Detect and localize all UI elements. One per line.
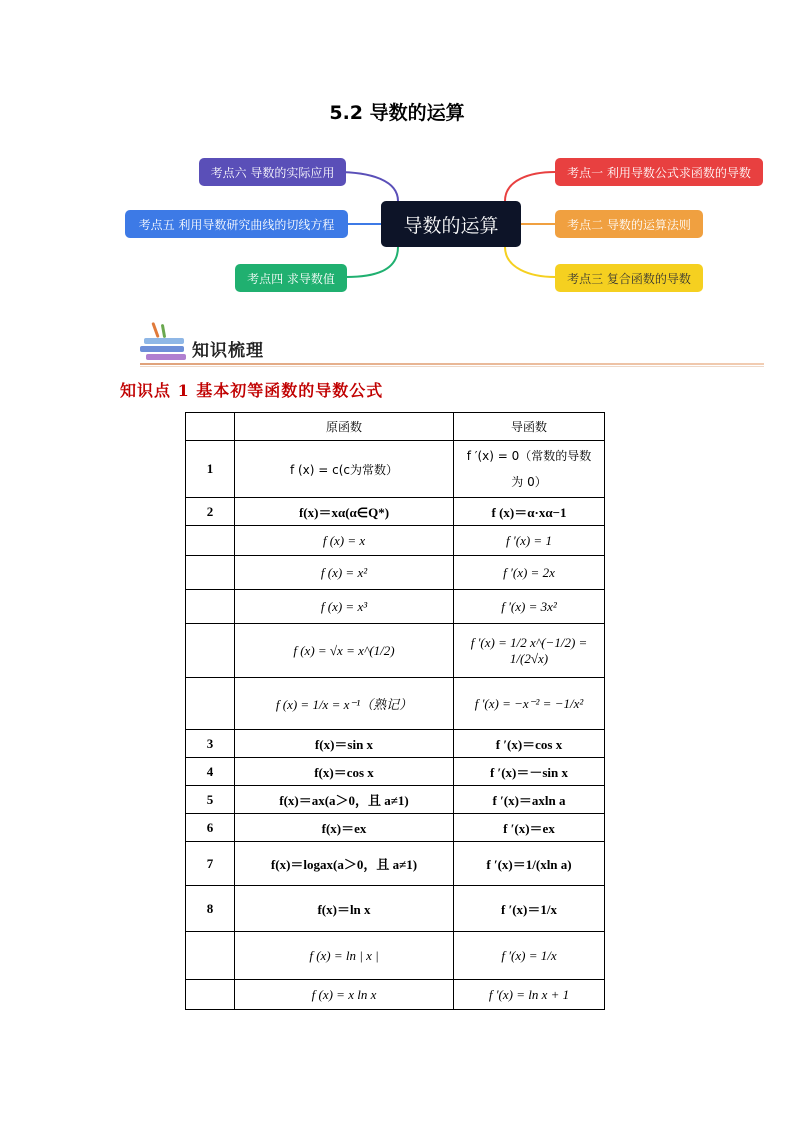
section-header [140,318,280,364]
table-row [186,678,605,730]
table-row [186,498,605,526]
mindmap-node-4: 考点四 求导数值 [235,264,347,292]
derivative-function: f ′(x) = 2x [454,556,605,590]
mindmap-node-2: 考点二 导数的运算法则 [555,210,703,238]
derivative-function: f ′(x)＝axln a [454,786,605,814]
book-icon [144,338,184,344]
original-function: f(x)＝xα(α∈Q*) [235,498,454,526]
section-header-label: 知识梳理 [192,341,264,361]
derivative-function: f ′(x) = 1/2 x^(−1/2) = 1/(2√x) [454,624,605,678]
derivative-function: f ′(x)＝－sin x [454,758,605,786]
table-row [186,786,605,814]
derivative-function: f ′(x) = 0（常数的导数为 0） [454,441,605,498]
derivative-function: f ′(x) = 1/x [454,932,605,980]
table-row [186,932,605,980]
row-number: 2 [186,498,235,526]
table-row [186,842,605,886]
row-number [186,590,235,624]
table-row [186,814,605,842]
row-number: 1 [186,441,235,498]
row-number: 3 [186,730,235,758]
mindmap-node-3: 考点三 复合函数的导数 [555,264,703,292]
row-number: 7 [186,842,235,886]
row-number: 8 [186,886,235,932]
original-function: f(x)＝cos x [235,758,454,786]
table-header-row [186,413,605,441]
section-divider [140,363,764,365]
derivative-function: f ′(x)＝cos x [454,730,605,758]
row-number: 5 [186,786,235,814]
row-number [186,556,235,590]
derivative-function: f ′(x)＝1/x [454,886,605,932]
row-number: 6 [186,814,235,842]
mindmap-node-5: 考点五 利用导数研究曲线的切线方程 [125,210,348,238]
table-row [186,441,605,498]
table-header-original: 原函数 [235,413,454,441]
table-row [186,886,605,932]
original-function: f(x)＝logax(a＞0，且 a≠1) [235,842,454,886]
knowledge-point-title: 知识点 1 基本初等函数的导数公式 [120,381,384,400]
original-function: f (x) = x ln x [235,980,454,1010]
page-title: 5.2 导数的运算 [329,102,465,124]
original-function: f (x) = ln | x | [235,932,454,980]
original-function: f (x) = 1/x = x⁻¹（熟记） [235,678,454,730]
derivative-function: f ′(x) = 1 [454,526,605,556]
row-number [186,624,235,678]
table-row [186,730,605,758]
derivative-function: f ′(x) = −x⁻² = −1/x² [454,678,605,730]
row-number [186,678,235,730]
table-row [186,526,605,556]
row-number: 4 [186,758,235,786]
table-header-no [186,413,235,441]
table-header-derivative: 导函数 [454,413,605,441]
mindmap-node-1: 考点一 利用导数公式求函数的导数 [555,158,763,186]
table-row [186,758,605,786]
derivative-formula-table [185,412,605,1010]
mindmap-node-6: 考点六 导数的实际应用 [199,158,346,186]
original-function: f(x)＝ln x [235,886,454,932]
derivative-function: f ′(x) = 3x² [454,590,605,624]
derivative-function: f ′(x)＝ex [454,814,605,842]
row-number [186,980,235,1010]
table-row [186,590,605,624]
original-function: f(x)＝sin x [235,730,454,758]
original-function: f (x) = √x = x^(1/2) [235,624,454,678]
row-number [186,526,235,556]
original-function: f (x) = x² [235,556,454,590]
row-number [186,932,235,980]
original-function: f (x) = x [235,526,454,556]
mindmap-center: 导数的运算 [381,201,521,247]
table-row [186,980,605,1010]
original-function: f (x) = x³ [235,590,454,624]
table-row [186,556,605,590]
original-function: f(x)＝ax(a＞0，且 a≠1) [235,786,454,814]
derivative-function: f ′(x)＝1/(xln a) [454,842,605,886]
derivative-function: f (x)＝α·xα−1 [454,498,605,526]
derivative-function: f ′(x) = ln x + 1 [454,980,605,1010]
original-function: f(x)＝ex [235,814,454,842]
table-row [186,624,605,678]
original-function: f (x) = c(c为常数） [235,441,454,498]
